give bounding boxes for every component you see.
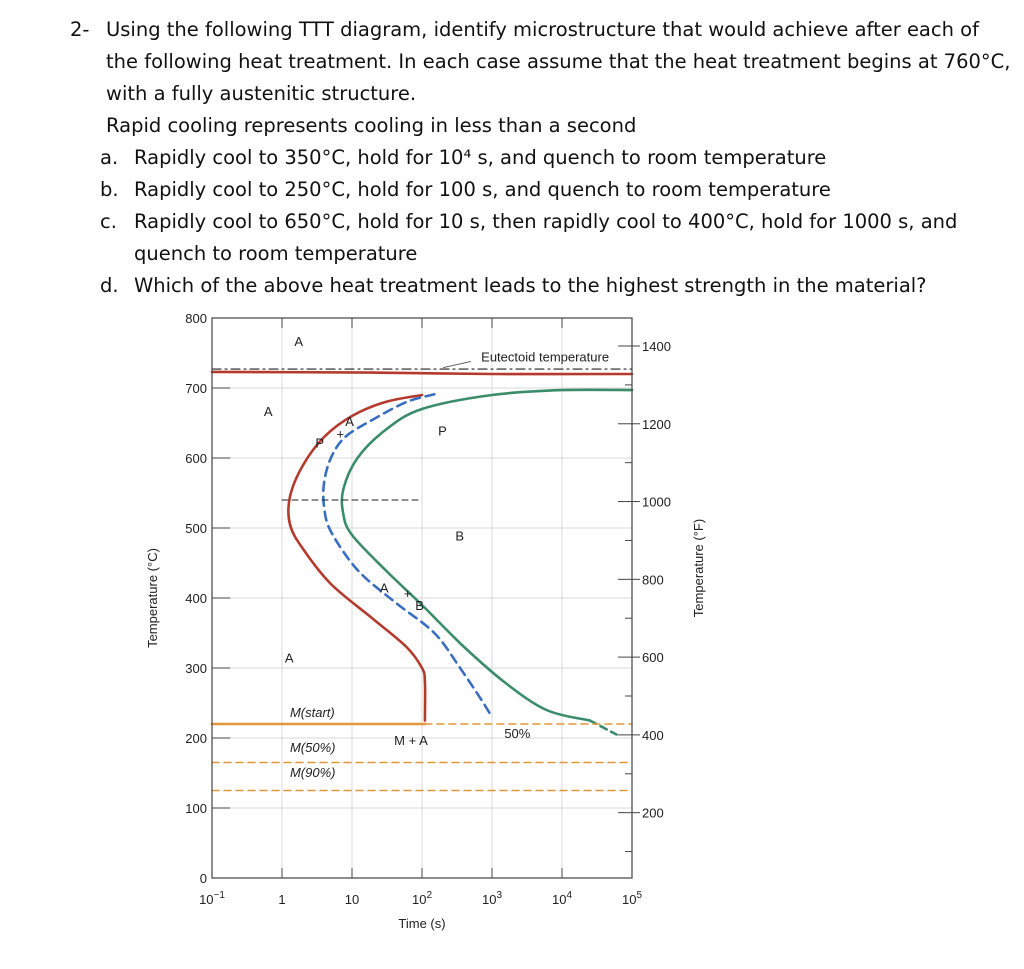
y2-tick-label: 400 — [642, 727, 664, 743]
x-tick-exponent: 3 — [496, 890, 503, 901]
x-tick-label — [345, 892, 359, 907]
y-tick-label: 500 — [185, 521, 207, 536]
annotation-label: + — [336, 426, 345, 442]
annotation-label: Eutectoid temperature — [481, 349, 610, 365]
item-c-text-1: Rapidly cool to 650°C, hold for 10 s, then rapidly cool to 400°C, hold for 1000 s, and — [134, 210, 958, 233]
item-b-text: Rapidly cool to 250°C, hold for 100 s, and quench to room temperature — [134, 178, 831, 201]
annotation-label: B — [455, 528, 465, 544]
y-tick-label: 200 — [185, 731, 207, 746]
y-tick-label: 600 — [185, 451, 207, 466]
x-axis-label: Time (s) — [398, 916, 446, 931]
y-tick-label: 100 — [185, 801, 207, 816]
annotation-label: 50% — [504, 726, 531, 741]
x-tick-label — [622, 890, 642, 907]
annotation-label: M(50%) — [289, 740, 336, 755]
x-tick-label — [199, 890, 225, 907]
item-d-marker: d. — [100, 274, 119, 297]
x-tick-label — [278, 892, 285, 907]
annotation-label: P — [315, 435, 325, 451]
item-c-text-2: quench to room temperature — [134, 242, 418, 265]
annotation-label: A — [294, 334, 303, 349]
x-tick-base: 10 — [551, 892, 567, 907]
y-tick-label: 700 — [185, 381, 207, 396]
y-tick-label: 800 — [185, 311, 207, 326]
item-a-text: Rapidly cool to 350°C, hold for 10⁴ s, and quench to room temperature — [134, 146, 827, 169]
eutectoid-pointer — [443, 361, 471, 367]
intro-line-4: Rapid cooling represents cooling in less than a second — [106, 114, 637, 137]
y-tick-label: 300 — [185, 661, 207, 676]
x-tick-label — [552, 890, 572, 907]
x-tick-base: 10 — [344, 892, 360, 907]
intro-line-1: Using the following TTT diagram, identify microstructure that would achieve after each of — [106, 18, 979, 41]
x-tick-exponent: −1 — [213, 890, 225, 901]
series-line — [288, 395, 425, 721]
y-tick-label: 400 — [185, 591, 207, 606]
series-line — [590, 721, 617, 735]
annotation-label: A — [284, 650, 294, 666]
item-d-text: Which of the above heat treatment leads to the highest strength in the material? — [134, 274, 927, 297]
x-tick-label — [482, 890, 502, 907]
y2-tick-label: 800 — [642, 572, 664, 588]
series-line — [323, 394, 492, 717]
x-tick-base: 10 — [621, 892, 637, 907]
y2-tick-label: 1200 — [642, 416, 671, 432]
x-tick-exponent: 4 — [566, 890, 573, 901]
annotation-label: M + A — [394, 733, 428, 748]
y2-tick-label: 1400 — [642, 339, 671, 354]
intro-line-2: the following heat treatment. In each case assume that the heat treatment begins at 760°C, — [106, 50, 1011, 73]
series-line — [212, 372, 632, 374]
annotation-label: B — [415, 597, 424, 613]
x-tick-base: 1 — [278, 892, 286, 907]
item-a-marker: a. — [100, 146, 119, 169]
annotation-label: A — [345, 413, 354, 429]
annotation-label: A — [263, 404, 273, 419]
annotation-label: P — [438, 423, 447, 439]
question-number: 2- — [70, 18, 90, 41]
x-tick-base: 10 — [411, 892, 427, 907]
annotation-label: + — [403, 586, 412, 601]
series-line — [342, 390, 632, 721]
item-b-marker: b. — [100, 178, 119, 201]
annotation-label: M(90%) — [289, 765, 336, 781]
x-tick-base: 10 — [199, 892, 214, 907]
y2-axis-label: Temperature (°F) — [691, 518, 706, 618]
annotation-label: M(start) — [289, 705, 335, 720]
y2-tick-label: 1000 — [642, 494, 671, 510]
intro-line-3: with a fully austenitic structure. — [106, 82, 417, 105]
x-tick-label — [412, 890, 432, 907]
x-tick-exponent: 2 — [426, 890, 433, 901]
y-tick-label: 0 — [199, 871, 207, 886]
x-tick-exponent: 5 — [636, 890, 643, 901]
item-c-marker: c. — [100, 210, 117, 233]
y2-tick-label: 200 — [642, 805, 664, 821]
y-axis-label: Temperature (°C) — [145, 548, 160, 648]
annotation-label: A — [379, 580, 389, 596]
x-tick-base: 10 — [481, 892, 497, 907]
y2-tick-label: 600 — [642, 650, 664, 666]
axis-ticks — [185, 311, 671, 907]
